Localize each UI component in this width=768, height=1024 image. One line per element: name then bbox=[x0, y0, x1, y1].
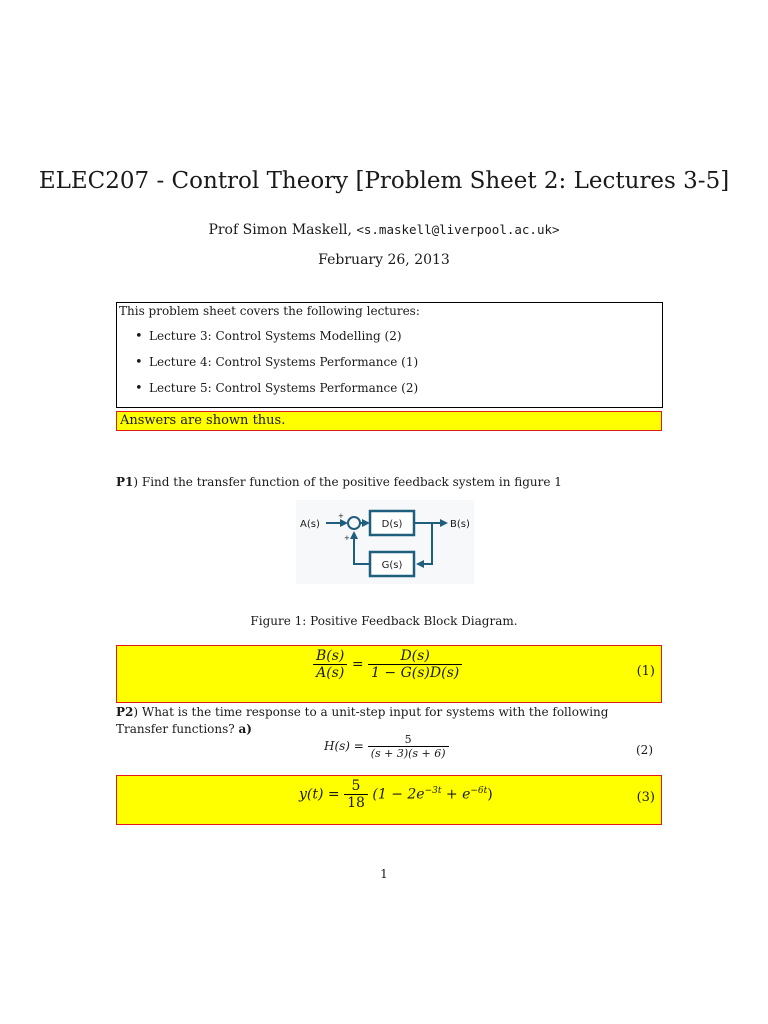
equation-number: (3) bbox=[636, 790, 655, 805]
lecture-item: • Lecture 4: Control Systems Performance (1) bbox=[135, 355, 419, 370]
lectures-box bbox=[116, 302, 663, 408]
author-name: Prof Simon Maskell, bbox=[208, 222, 357, 238]
question-text: ) Find the transfer function of the positive feedback system in figure 1 bbox=[133, 475, 562, 489]
feedback-path-out bbox=[354, 533, 370, 564]
feedback-path-in bbox=[418, 523, 432, 564]
equation-2: H(s) = $\frac{5}{(s + 3)(s + 6)}$ bbox=[324, 733, 449, 760]
author-line bbox=[0, 222, 768, 238]
question-label: P1 bbox=[116, 475, 134, 489]
lectures-intro: This problem sheet covers the following lectures: bbox=[119, 304, 420, 318]
question-label: P2 bbox=[116, 705, 134, 719]
page-number: 1 bbox=[380, 867, 388, 881]
equation-number: (2) bbox=[636, 743, 653, 757]
question-part: a) bbox=[238, 722, 252, 736]
document-title: ELEC207 - Control Theory [Problem Sheet 2: Lectures 3-5] bbox=[38, 168, 730, 194]
answers-note: Answers are shown thus. bbox=[120, 413, 286, 428]
equation-3: y(t) = $\frac{5}{18}$ $(1 - 2e^{-3t} + e^{-6t})$ bbox=[299, 778, 493, 811]
block-diagram bbox=[296, 500, 474, 584]
input-label: A(s) bbox=[300, 519, 320, 530]
answers-note-box bbox=[116, 411, 662, 431]
equation-number: (1) bbox=[636, 664, 655, 679]
document-date: February 26, 2013 bbox=[318, 252, 450, 268]
answer-box-eq1 bbox=[116, 645, 662, 703]
lecture-item: • Lecture 5: Control Systems Performance (2) bbox=[135, 381, 419, 396]
author-email: <s.maskell@liverpool.ac.uk> bbox=[356, 222, 560, 237]
eq2-fraction: $\frac{5}{(s + 3)(s + 6)}$ bbox=[368, 733, 449, 760]
sign-bottom: + bbox=[344, 534, 350, 542]
lectures-list bbox=[135, 327, 418, 405]
sign-top: + bbox=[338, 512, 344, 520]
output-label: B(s) bbox=[450, 519, 470, 530]
bullet-icon: • bbox=[135, 355, 143, 370]
summing-junction bbox=[348, 517, 360, 529]
forward-block-label: D(s) bbox=[381, 519, 403, 530]
eq3-fraction: $\frac{5}{18}$ bbox=[344, 778, 368, 811]
eq1-rhs-fraction: $\frac{D(s)}{1 - G(s)D(s)}$ bbox=[368, 648, 462, 681]
answer-box-eq3 bbox=[116, 775, 662, 825]
feedback-block-label: G(s) bbox=[381, 560, 403, 571]
bullet-icon: • bbox=[135, 329, 143, 344]
question-text: ) What is the time response to a unit-step input for systems with the following Transfer functions? bbox=[116, 705, 609, 736]
figure-caption: Figure 1: Positive Feedback Block Diagram. bbox=[250, 614, 518, 628]
question-p1 bbox=[116, 475, 562, 489]
eq1-lhs-fraction: $\frac{B(s)}{A(s)}$ bbox=[313, 648, 347, 681]
lecture-item: • Lecture 3: Control Systems Modelling (2) bbox=[135, 329, 402, 344]
equation-1: $\frac{B(s)}{A(s)}$ = $\frac{D(s)}{1 - G(s)D(s)}$ bbox=[313, 648, 462, 681]
bullet-icon: • bbox=[135, 381, 143, 396]
